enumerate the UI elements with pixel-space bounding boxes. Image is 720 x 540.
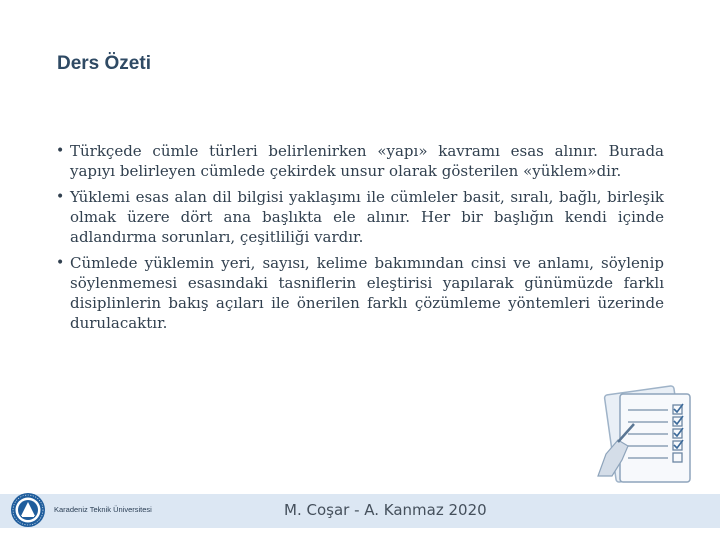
bullet-marker: •	[56, 143, 65, 159]
bullet-marker: •	[56, 255, 65, 271]
bullet-list	[56, 141, 664, 339]
bullet-item	[56, 187, 664, 247]
university-seal-icon	[10, 492, 46, 528]
university-name: Karadeniz Teknik Üniversitesi	[54, 505, 152, 514]
bullet-item	[56, 253, 664, 333]
footer-authors: M. Coşar - A. Kanmaz 2020	[284, 501, 487, 519]
bullet-item	[56, 141, 664, 181]
bullet-marker: •	[56, 189, 65, 205]
bullet-text: Yüklemi esas alan dil bilgisi yaklaşımı ile cümleler basit, sıralı, bağlı, birleşik olmak üzere dört ana başlıkta ele alınır. Her bir başlığın kendi içinde adlandırma sorunları, çeşitliliği vardır.	[70, 188, 664, 246]
bullet-text: Cümlede yüklemin yeri, sayısı, kelime bakımından cinsi ve anlamı, söylenip söylenmemesi esasındaki tasniflerin eleştirisi yapılarak günümüzde farklı disiplinlerin bakış açıları ile önerilen farklı çözümleme yöntemleri üzerinde durulacaktır.	[70, 254, 664, 332]
checklist-with-hand-icon	[588, 384, 698, 484]
bullet-text: Türkçede cümle türleri belirlenirken «yapı» kavramı esas alınır. Burada yapıyı belirleyen cümlede çekirdek unsur olarak gösterilen «yüklem»dir.	[70, 142, 664, 180]
slide-title: Ders Özeti	[57, 53, 151, 74]
